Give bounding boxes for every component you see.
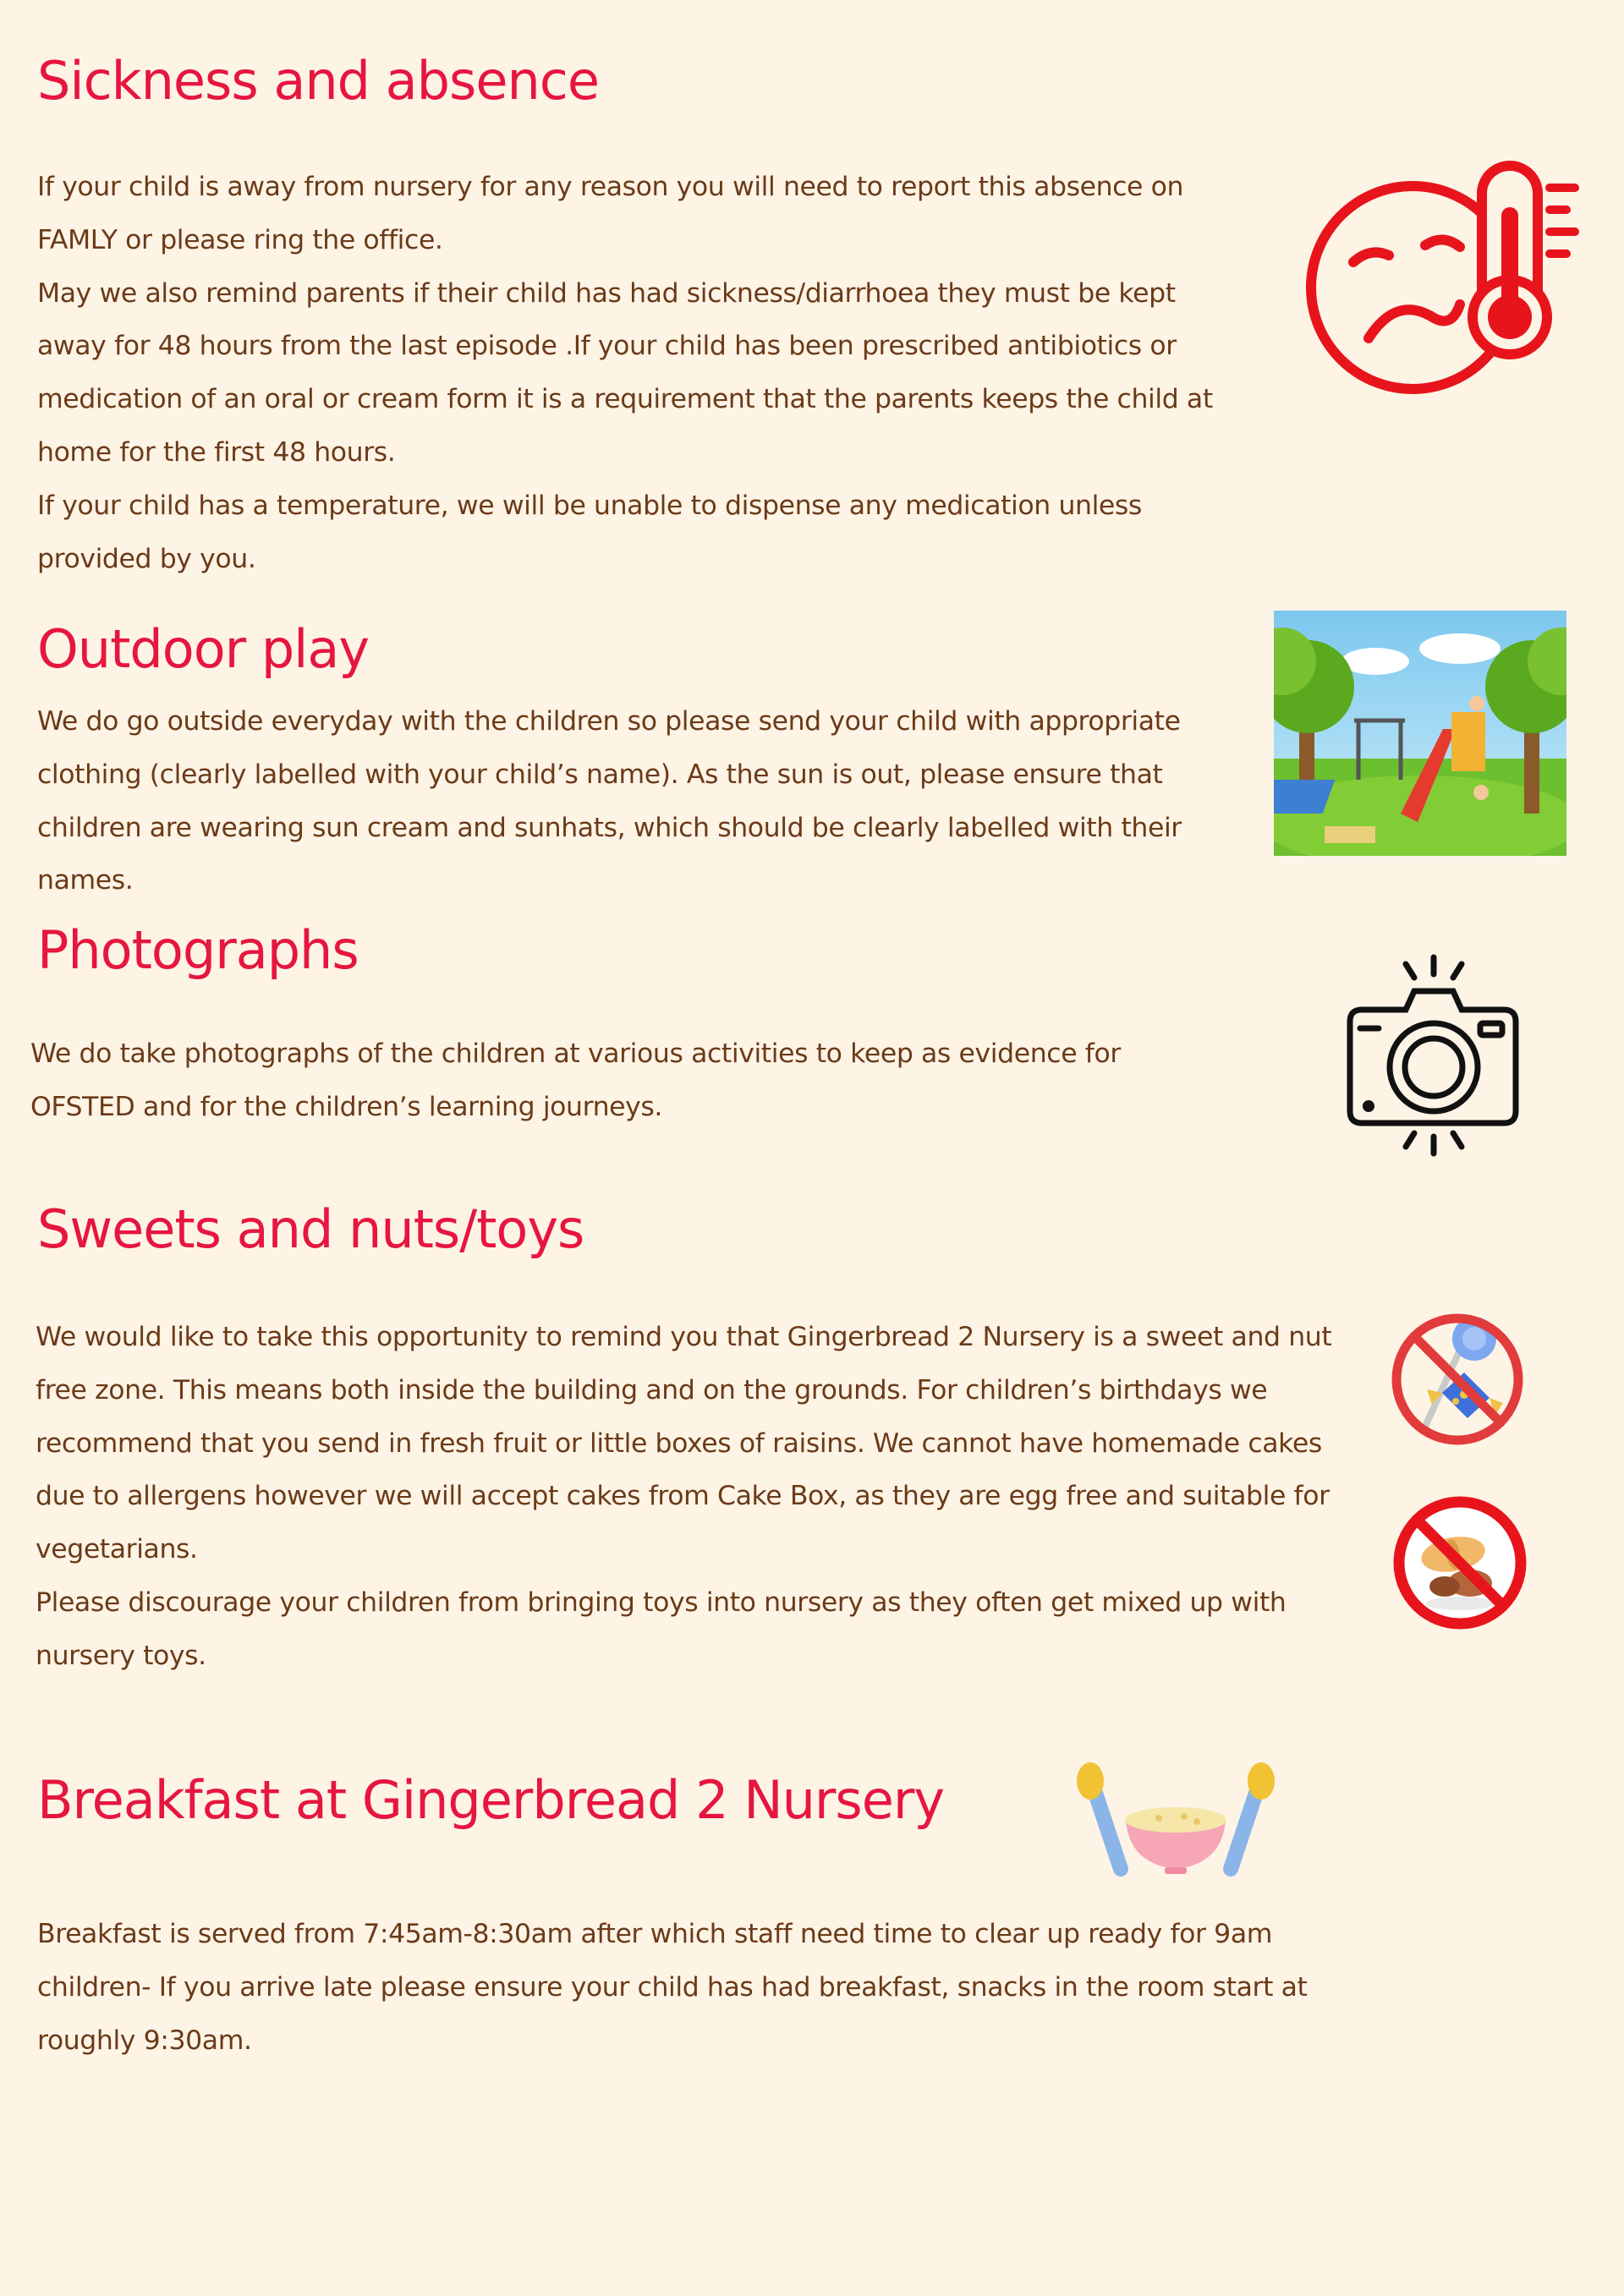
text-line: home for the first 48 hours. [37,436,396,468]
text-line: due to allergens however we will accept cakes from Cake Box, as they are egg free and suitable for [36,1481,1330,1512]
text-line: recommend that you send in fresh fruit or little boxes of raisins. We cannot have homemade cakes [36,1427,1322,1459]
text-line: children- If you arrive late please ensure your child has had breakfast, snacks in the room start at [37,1971,1308,2003]
sickness-heading: Sickness and absence [37,50,599,112]
text-line: Please discourage your children from bringing toys into nursery as they often get mixed up with [36,1586,1287,1618]
no-sweets-icon [1390,1312,1525,1447]
text-line: names. [37,865,134,896]
playground-illustration [1274,611,1566,856]
text-line: We do go outside everyday with the children so please send your child with appropriate [37,706,1181,737]
photographs-heading: Photographs [37,919,359,981]
sweets-heading: Sweets and nuts/toys [37,1198,584,1260]
text-line: clothing (clearly labelled with your child’s name). As the sun is out, please ensure that [37,759,1163,790]
camera-icon [1345,954,1522,1157]
sick-face-thermometer-icon [1294,161,1582,397]
breakfast-paragraph [37,1908,1308,2067]
text-line: If your child is away from nursery for any reason you will need to report this absence on [37,172,1184,202]
sickness-paragraph [37,161,1213,585]
text-line: Breakfast is served from 7:45am-8:30am after which staff need time to clear up ready for 9am [37,1919,1273,1949]
outdoor-paragraph [37,695,1182,907]
text-line: children are wearing sun cream and sunhats, which should be clearly labelled with their [37,812,1182,843]
breakfast-bowl-icon [1070,1759,1281,1877]
text-line: If your child has a temperature, we will be unable to dispense any medication unless [37,490,1142,521]
text-line: May we also remind parents if their child has had sickness/diarrhoea they must be kept [37,277,1176,309]
text-line: provided by you. [37,543,256,574]
text-line: free zone. This means both inside the building and on the grounds. For children’s birthdays we [36,1374,1268,1406]
text-line: roughly 9:30am. [37,2025,252,2056]
text-line: We do take photographs of the children at various activities to keep as evidence for [30,1038,1121,1069]
text-line: medication of an oral or cream form it is a requirement that the parents keeps the child at [37,384,1213,415]
breakfast-heading: Breakfast at Gingerbread 2 Nursery [37,1769,945,1831]
text-line: vegetarians. [36,1534,198,1565]
text-line: We would like to take this opportunity to remind you that Gingerbread 2 Nursery is a sweet and nut [36,1322,1332,1352]
outdoor-heading: Outdoor play [37,618,370,680]
text-line: away for 48 hours from the last episode .If your child has been prescribed antibiotics or [37,331,1177,362]
no-nuts-icon [1392,1495,1528,1630]
text-line: OFSTED and for the children’s learning journeys. [30,1091,663,1122]
text-line: nursery toys. [36,1640,206,1671]
sweets-paragraph [36,1311,1331,1683]
photographs-paragraph [30,1027,1121,1134]
text-line: FAMLY or please ring the office. [37,224,443,255]
